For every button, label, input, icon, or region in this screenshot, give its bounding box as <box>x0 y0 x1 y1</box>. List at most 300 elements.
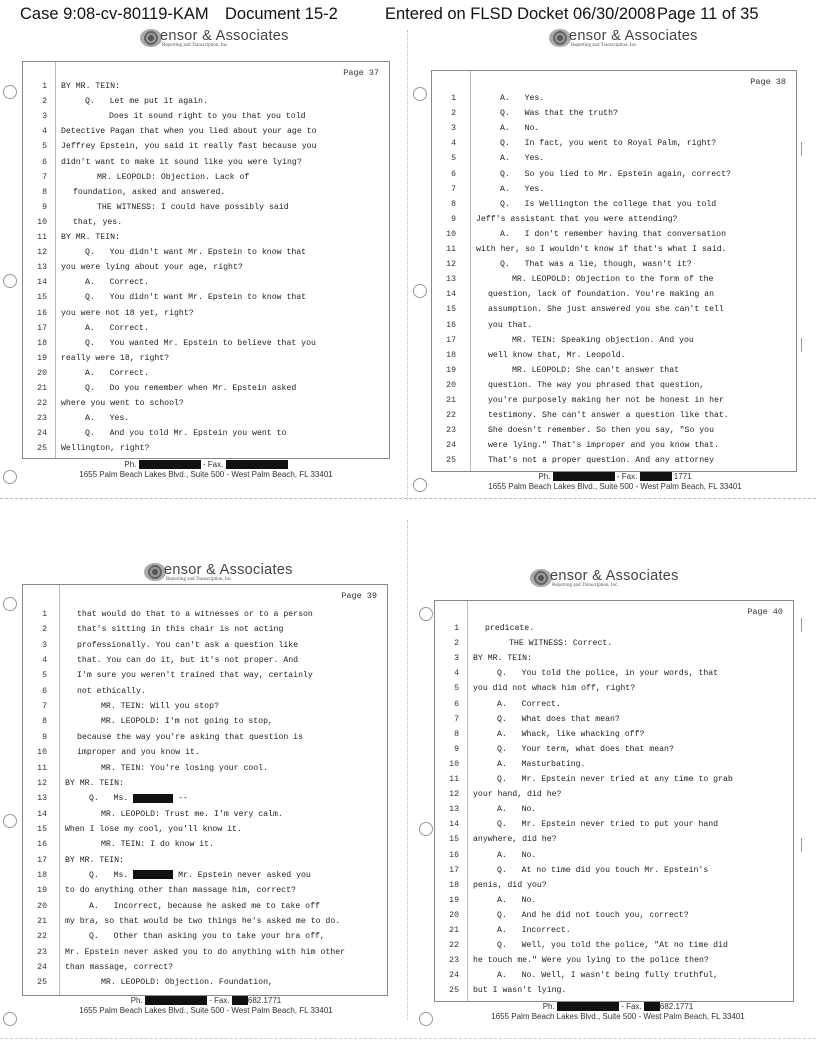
line-number: 5 <box>451 154 456 164</box>
line-number: 1 <box>454 624 459 633</box>
line-number: 7 <box>451 184 456 194</box>
line-number: 22 <box>37 399 47 409</box>
horizontal-divider <box>0 498 816 499</box>
transcript-line <box>23 381 389 396</box>
line-number: 1 <box>42 610 47 619</box>
line-number: 24 <box>449 971 459 981</box>
transcript-line <box>23 714 387 729</box>
transcript-panel-page-37 <box>22 28 390 490</box>
line-number: 18 <box>446 350 456 360</box>
line-number: 13 <box>37 794 47 804</box>
line-number: 14 <box>446 290 456 300</box>
transcript-line <box>23 853 387 868</box>
line-number: 2 <box>42 625 47 635</box>
transcript-line <box>435 893 793 908</box>
line-number: 7 <box>42 172 47 182</box>
line-number: 24 <box>446 441 456 451</box>
page-label: Page 38 <box>750 77 786 87</box>
document-number: Document 15-2 <box>225 5 338 23</box>
transcript-line <box>23 441 389 456</box>
line-text: foundation, asked and answered. <box>73 187 226 197</box>
transcript-line <box>23 914 387 929</box>
transcript-line <box>435 863 793 878</box>
transcript-line <box>435 666 793 681</box>
line-text: MR. LEOPOLD: Objection. Foundation, <box>101 978 273 988</box>
footer-address: 1655 Palm Beach Lakes Blvd., Suite 500 - West Palm Beach, FL 33401 <box>491 1012 745 1021</box>
redaction <box>226 460 288 469</box>
line-text: BY MR. TEIN: <box>65 855 124 865</box>
line-number: 11 <box>446 245 456 254</box>
firm-name: ensor & Associates <box>164 562 293 578</box>
line-text: A. No. <box>500 124 540 134</box>
line-text: you were lying about your age, right? <box>61 263 243 273</box>
line-number: 8 <box>451 199 456 209</box>
line-number: 17 <box>37 323 47 333</box>
line-number: 22 <box>449 941 459 951</box>
transcript-line <box>23 975 387 990</box>
firm-tagline: Reporting and Transcription, Inc. <box>571 43 638 48</box>
transcript-line <box>432 302 796 317</box>
transcript-line <box>435 636 793 651</box>
line-number: 16 <box>446 320 456 330</box>
line-text: he touch me." Were you lying to the police then? <box>473 956 709 966</box>
line-number: 14 <box>37 278 47 288</box>
line-text: MR. LEOPOLD: She can't answer that <box>512 365 680 375</box>
transcript-line <box>435 772 793 787</box>
line-text: than massage, correct? <box>65 963 174 973</box>
firm-logo <box>22 28 390 50</box>
line-text: Q. And you told Mr. Epstein you went to <box>85 429 287 439</box>
line-number: 3 <box>454 654 459 664</box>
seal-icon <box>530 569 552 587</box>
line-text: A. Whack, like whacking off? <box>497 729 645 739</box>
transcript-line <box>23 807 387 822</box>
line-number: 25 <box>37 444 47 454</box>
line-text: you're purposely making her not be honest in her <box>488 396 724 405</box>
redaction <box>145 996 207 1005</box>
transcript-line <box>435 742 793 757</box>
line-text: A. Incorrect. <box>497 926 571 935</box>
line-number: 2 <box>451 109 456 119</box>
line-number: 11 <box>37 763 47 773</box>
line-text: A. Correct. <box>85 368 149 378</box>
redaction <box>640 472 672 481</box>
line-text: MR. TEIN: You're losing your cool. <box>101 763 269 773</box>
case-number: Case 9:08-cv-80119-KAM <box>20 5 209 23</box>
line-text: Q. That was a lie, though, wasn't it? <box>500 260 692 270</box>
vertical-divider <box>407 520 408 1020</box>
transcript-line <box>23 684 387 699</box>
transcript-line <box>435 938 793 953</box>
transcript-frame <box>22 584 388 996</box>
transcript-line <box>432 197 796 212</box>
line-number: 12 <box>37 248 47 258</box>
line-text: anywhere, did he? <box>473 835 557 845</box>
transcript-line <box>432 287 796 302</box>
page-label: Page 39 <box>341 591 377 601</box>
line-number: 5 <box>42 142 47 152</box>
page-count: Page 11 of 35 <box>657 5 759 23</box>
line-text: That's not a proper question. And any attorney <box>488 456 715 466</box>
line-text: MR. LEOPOLD: Objection. Lack of <box>97 172 250 182</box>
redaction <box>644 1002 660 1011</box>
line-number: 10 <box>37 748 47 758</box>
line-number: 22 <box>446 411 456 421</box>
page-label: Page 40 <box>747 607 783 617</box>
line-text: where you went to school? <box>61 399 184 409</box>
transcript-frame <box>431 70 797 472</box>
line-text: penis, did you? <box>473 880 547 890</box>
line-number: 3 <box>42 112 47 122</box>
line-number: 21 <box>37 384 47 393</box>
line-number: 19 <box>37 886 47 896</box>
line-number: 16 <box>37 308 47 318</box>
line-text: BY MR. TEIN: <box>61 82 120 91</box>
transcript-line <box>432 227 796 242</box>
transcript-line <box>23 960 387 975</box>
line-number: 20 <box>446 380 456 390</box>
redaction <box>133 870 173 879</box>
line-text: Q. Well, you told the police, "At no time did <box>497 941 728 951</box>
transcript-line <box>435 953 793 968</box>
line-text: my bra, so that would be two things he's asked me to do. <box>65 917 341 926</box>
punch-hole-icon <box>3 470 17 484</box>
line-text: not ethically. <box>77 686 146 696</box>
line-number: 12 <box>449 790 459 800</box>
line-text: Detective Pagan that when you lied about your age to <box>61 127 317 137</box>
transcript-line <box>23 668 387 683</box>
line-number: 15 <box>449 835 459 845</box>
transcript-line <box>432 438 796 453</box>
transcript-line <box>23 653 387 668</box>
transcript-line <box>435 621 793 636</box>
line-number: 25 <box>37 978 47 988</box>
line-number: 5 <box>42 671 47 681</box>
line-number: 9 <box>454 744 459 754</box>
line-text: Q. Was that the truth? <box>500 109 618 119</box>
firm-name: ensor & Associates <box>550 568 679 584</box>
line-text: A. Yes. <box>500 184 545 194</box>
transcript-line <box>23 883 387 898</box>
line-number: 8 <box>454 729 459 739</box>
line-number: 20 <box>37 901 47 911</box>
transcript-line <box>23 699 387 714</box>
transcript-line <box>435 802 793 817</box>
footer-address: 1655 Palm Beach Lakes Blvd., Suite 500 - West Palm Beach, FL 33401 <box>488 482 742 491</box>
transcript-line <box>432 136 796 151</box>
transcript-line <box>23 426 389 441</box>
line-text: MR. LEOPOLD: Objection to the form of the <box>512 275 714 285</box>
line-text: well know that, Mr. Leopold. <box>488 350 626 360</box>
transcript-line <box>23 139 389 154</box>
line-number: 12 <box>37 778 47 788</box>
transcript-line <box>23 306 389 321</box>
line-number: 13 <box>37 263 47 273</box>
line-text: Q. What does that mean? <box>497 714 620 724</box>
line-number: 2 <box>42 97 47 107</box>
transcript-line <box>23 761 387 776</box>
line-number: 17 <box>446 335 456 345</box>
firm-name: ensor & Associates <box>569 28 698 44</box>
punch-hole-icon <box>3 1012 17 1026</box>
redaction <box>553 472 615 481</box>
transcript-line <box>23 776 387 791</box>
transcript-line <box>23 336 389 351</box>
punch-hole-icon <box>419 1012 433 1026</box>
line-text: Q. And he did not touch you, correct? <box>497 910 689 920</box>
line-number: 17 <box>37 855 47 865</box>
footer-fax-label: - Fax. <box>202 460 224 469</box>
transcript-line <box>432 272 796 287</box>
line-number: 23 <box>37 414 47 424</box>
line-number: 16 <box>449 850 459 860</box>
punch-hole-icon <box>419 822 433 836</box>
line-text: that's sitting in this chair is not acting <box>77 625 284 635</box>
line-text: improper and you know it. <box>77 748 200 758</box>
footer-fax-tail: 682.1771 <box>247 996 282 1005</box>
line-number: 21 <box>449 926 459 935</box>
firm-tagline: Reporting and Transcription, Inc. <box>166 577 233 582</box>
line-text: Q. Do you remember when Mr. Epstein asked <box>85 384 297 393</box>
line-number: 25 <box>449 986 459 996</box>
line-text: Q. Is Wellington the college that you told <box>500 199 717 209</box>
transcript-line <box>432 453 796 468</box>
line-number: 20 <box>37 368 47 378</box>
line-text: Jeff's assistant that you were attending? <box>476 214 678 224</box>
line-text: BY MR. TEIN: <box>61 233 120 242</box>
transcript-line <box>23 230 389 245</box>
line-number: 4 <box>451 139 456 149</box>
transcript-line <box>23 945 387 960</box>
footer-phone-label: Ph. <box>130 996 143 1005</box>
line-text: A. Incorrect, because he asked me to take off <box>89 901 320 911</box>
line-text: A. Correct. <box>85 323 149 333</box>
line-text: A. No. Well, I wasn't being fully truthful, <box>497 971 719 981</box>
transcript-line <box>435 832 793 847</box>
docket-entry: Entered on FLSD Docket 06/30/2008 <box>385 5 656 23</box>
line-number: 23 <box>37 947 47 957</box>
page-label: Page 37 <box>343 68 379 78</box>
footer-address: 1655 Palm Beach Lakes Blvd., Suite 500 - West Palm Beach, FL 33401 <box>79 1006 333 1015</box>
footer-fax-label: - Fax. <box>621 1002 642 1011</box>
firm-tagline: Reporting and Transcription, Inc. <box>162 43 229 48</box>
footer-fax-tail: 682.1771 <box>659 1002 694 1011</box>
transcript-line <box>432 348 796 363</box>
line-number: 1 <box>451 94 456 103</box>
transcript-panel-page-38 <box>431 28 799 490</box>
line-text: She doesn't remember. So then you say, "So you <box>488 426 715 436</box>
line-number: 4 <box>42 127 47 137</box>
line-number: 9 <box>42 202 47 212</box>
line-text: Q. You didn't want Mr. Epstein to know that <box>85 293 307 303</box>
transcript-line <box>23 321 389 336</box>
transcript-line <box>23 200 389 215</box>
line-number: 3 <box>451 124 456 134</box>
line-text: Q. Your term, what does that mean? <box>497 744 674 754</box>
line-number: 10 <box>37 217 47 227</box>
transcript-line <box>23 396 389 411</box>
firm-footer <box>434 1002 802 1022</box>
line-number: 9 <box>451 214 456 224</box>
line-text: assumption. She just answered you she can't tell <box>488 305 724 315</box>
line-number: 18 <box>37 338 47 348</box>
line-text: because the way you're asking that question is <box>77 732 304 742</box>
transcript-line <box>432 318 796 333</box>
transcript-panel-page-40 <box>434 568 802 1028</box>
line-number: 18 <box>449 880 459 890</box>
transcript-line <box>23 109 389 124</box>
punch-hole-icon <box>413 284 427 298</box>
transcript-line <box>435 908 793 923</box>
line-text: MR. LEOPOLD: Trust me. I'm very calm. <box>101 809 283 819</box>
seal-icon <box>144 563 166 581</box>
transcript-line <box>23 837 387 852</box>
line-number: 21 <box>446 396 456 405</box>
line-number: 13 <box>449 805 459 815</box>
line-text: BY MR. TEIN: <box>473 654 532 664</box>
transcript-line <box>23 260 389 275</box>
transcript-line <box>23 275 389 290</box>
line-number: 24 <box>37 963 47 973</box>
line-number: 4 <box>42 656 47 666</box>
line-text: but I wasn't lying. <box>473 986 567 996</box>
transcript-line <box>432 257 796 272</box>
line-text: A. No. <box>497 895 537 905</box>
punch-hole-icon <box>413 478 427 492</box>
transcript-line <box>435 848 793 863</box>
line-number: 13 <box>446 275 456 285</box>
punch-hole-icon <box>3 597 17 611</box>
line-text: When I lose my cool, you'll know it. <box>65 824 242 834</box>
transcript-line <box>435 968 793 983</box>
transcript-frame <box>22 61 390 459</box>
firm-name: ensor & Associates <box>160 28 289 44</box>
line-number: 5 <box>454 684 459 694</box>
line-number: 19 <box>446 365 456 375</box>
line-number: 23 <box>446 426 456 436</box>
transcript-line <box>432 423 796 438</box>
transcript-line <box>435 727 793 742</box>
footer-fax-label: - Fax. <box>209 996 230 1005</box>
line-text: A. Masturbating. <box>497 759 586 769</box>
line-number: 15 <box>37 293 47 303</box>
line-text: Jeffrey Epstein, you said it really fast because you <box>61 142 317 152</box>
line-number: 14 <box>449 820 459 830</box>
transcript-line <box>432 182 796 197</box>
line-number: 9 <box>42 732 47 742</box>
line-number: 7 <box>42 702 47 712</box>
line-number: 11 <box>449 775 459 784</box>
firm-footer <box>431 472 799 492</box>
line-number: 4 <box>454 669 459 679</box>
transcript-line <box>23 899 387 914</box>
line-text: MR. LEOPOLD: I'm not going to stop, <box>101 717 273 727</box>
firm-logo <box>22 562 390 584</box>
line-text: that would do that to a witnesses or to a person <box>77 610 313 619</box>
firm-footer <box>22 460 390 480</box>
seal-icon <box>140 29 162 47</box>
transcript-panel-page-39 <box>22 562 390 1022</box>
transcript-line <box>435 712 793 727</box>
line-number: 21 <box>37 917 47 926</box>
line-number: 6 <box>454 699 459 709</box>
transcript-line <box>435 757 793 772</box>
transcript-line <box>432 121 796 136</box>
firm-logo <box>431 28 799 50</box>
line-text: Q. You wanted Mr. Epstein to believe that you <box>85 338 316 348</box>
line-text: Q. Ms. -- <box>89 794 188 804</box>
transcript-line <box>432 91 796 106</box>
transcript-line <box>435 817 793 832</box>
line-text: MR. TEIN: I do know it. <box>101 840 215 850</box>
line-text: BY MR. TEIN: <box>65 778 124 788</box>
transcript-line <box>432 151 796 166</box>
transcript-line <box>435 787 793 802</box>
redaction <box>139 460 201 469</box>
transcript-line <box>435 697 793 712</box>
line-number: 10 <box>446 229 456 239</box>
redaction <box>232 996 248 1005</box>
punch-hole-icon <box>3 274 17 288</box>
transcript-line <box>23 730 387 745</box>
line-text: A. Yes. <box>85 414 130 424</box>
line-text: Q. Ms. Mr. Epstein never asked you <box>89 870 311 880</box>
transcript-line <box>23 185 389 200</box>
line-number: 15 <box>37 824 47 834</box>
transcript-line <box>23 155 389 170</box>
margin-mark <box>801 338 802 352</box>
line-number: 11 <box>37 233 47 242</box>
transcript-line <box>23 822 387 837</box>
line-number: 6 <box>451 169 456 179</box>
footer-fax-tail: 1771 <box>673 472 692 481</box>
line-text: MR. TEIN: Speaking objection. And you <box>512 335 694 345</box>
line-number: 24 <box>37 429 47 439</box>
line-text: A. Yes. <box>500 94 545 103</box>
line-text: Does it sound right to you that you told <box>109 112 306 122</box>
line-text: A. No. <box>497 805 537 815</box>
transcript-line <box>432 167 796 182</box>
horizontal-divider <box>0 1038 816 1039</box>
line-text: Mr. Epstein never asked you to do anything with him other <box>65 947 346 957</box>
line-number: 1 <box>42 82 47 91</box>
transcript-line <box>23 607 387 622</box>
transcript-line <box>435 983 793 998</box>
transcript-line <box>23 290 389 305</box>
line-text: predicate. <box>485 624 535 633</box>
footer-address: 1655 Palm Beach Lakes Blvd., Suite 500 - West Palm Beach, FL 33401 <box>79 470 333 479</box>
line-number: 2 <box>454 639 459 649</box>
line-number: 8 <box>42 717 47 727</box>
transcript-line <box>23 366 389 381</box>
redaction <box>133 794 173 803</box>
line-number: 22 <box>37 932 47 942</box>
firm-logo <box>434 568 802 590</box>
line-number: 25 <box>446 456 456 466</box>
transcript-line <box>432 363 796 378</box>
line-text: testimony. She can't answer a question like that. <box>488 411 729 421</box>
line-text: Wellington, right? <box>61 444 150 454</box>
transcript-line <box>432 408 796 423</box>
line-text: Q. Other than asking you to take your bra off, <box>89 932 325 942</box>
line-text: Q. In fact, you went to Royal Palm, right? <box>500 139 717 149</box>
transcript-line <box>23 411 389 426</box>
transcript-line <box>23 245 389 260</box>
line-text: Q. Let me put it again. <box>85 97 208 107</box>
transcript-line <box>23 868 387 883</box>
transcript-frame <box>434 600 794 1002</box>
line-text: Q. So you lied to Mr. Epstein again, correct? <box>500 169 731 179</box>
